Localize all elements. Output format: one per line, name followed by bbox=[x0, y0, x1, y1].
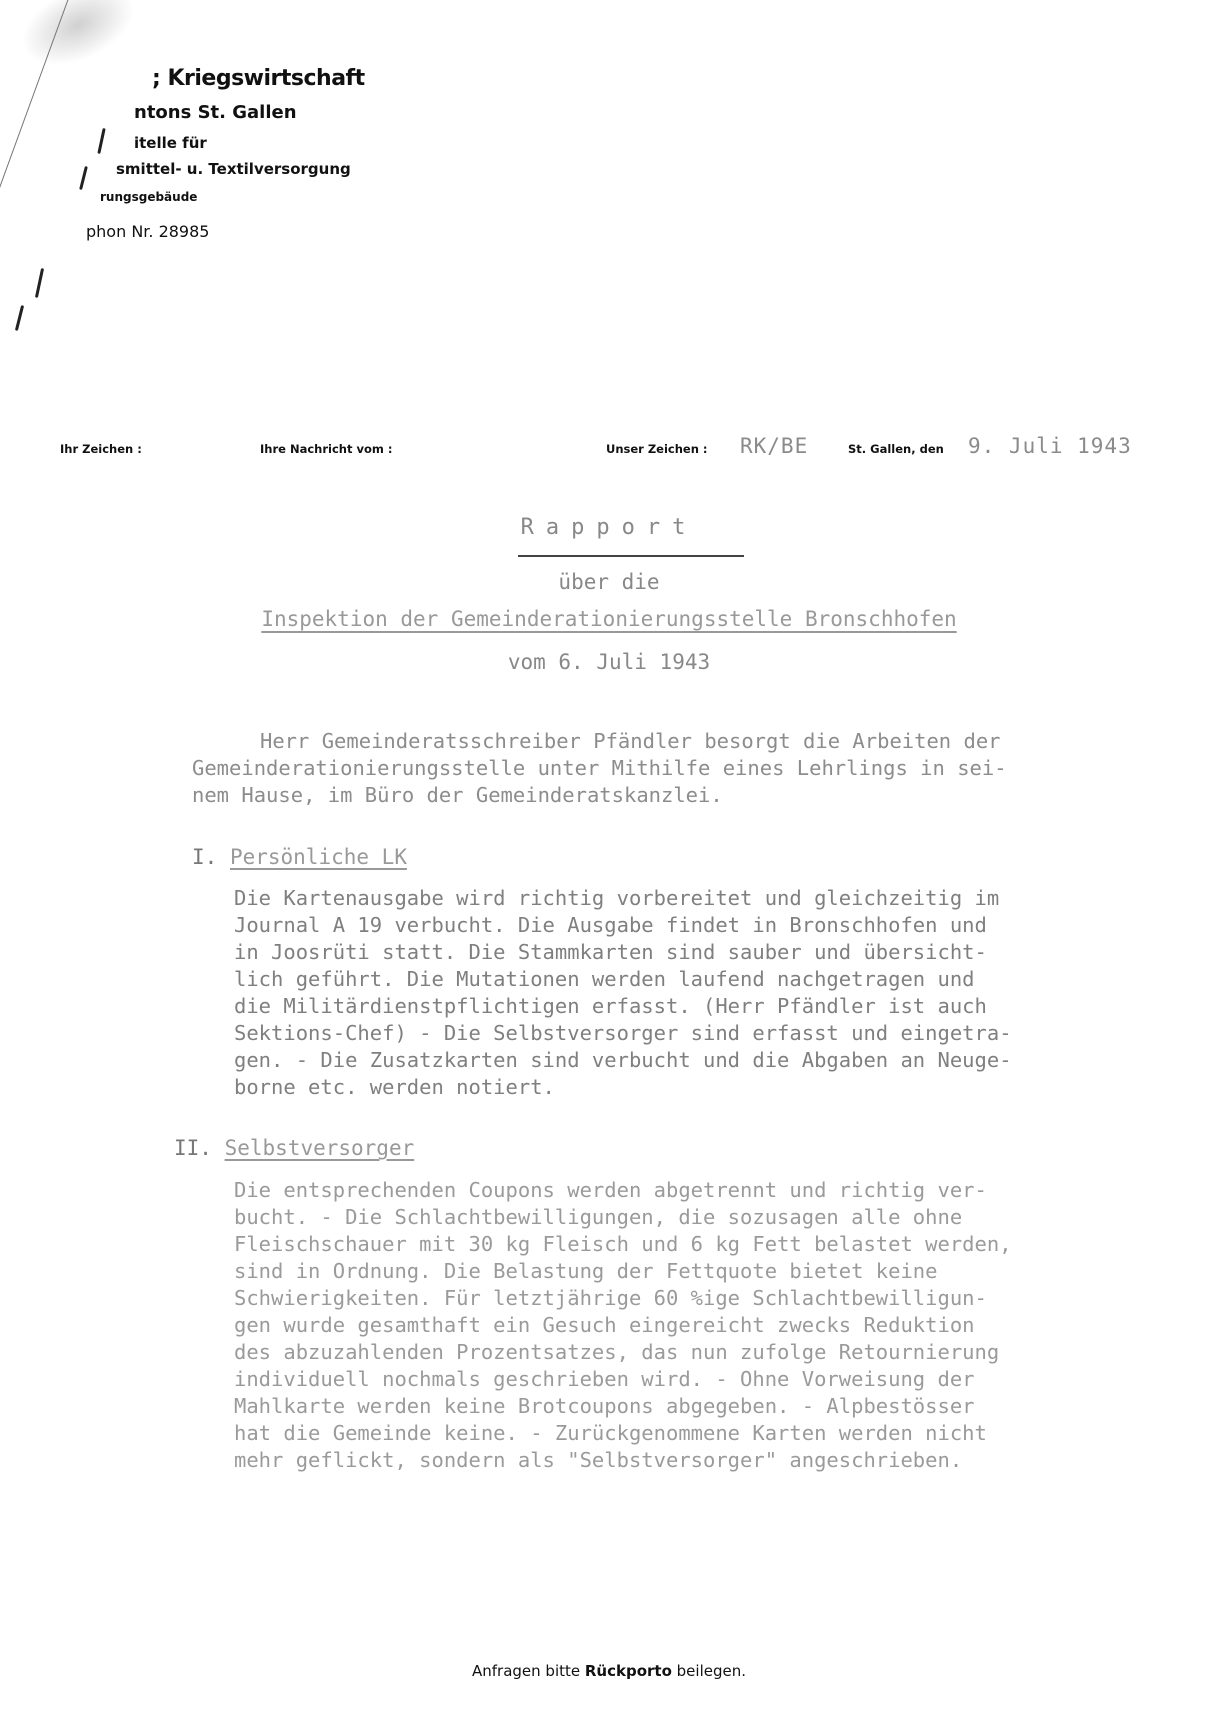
text-line: gen. - Die Zusatzkarten sind verbucht und die Abgaben an Neuge- bbox=[234, 1048, 1012, 1072]
footer-note bbox=[0, 1662, 1218, 1680]
unser-zeichen-label: Unser Zeichen : bbox=[606, 442, 708, 456]
text-line: borne etc. werden notiert. bbox=[234, 1075, 555, 1099]
letterhead-line-1: ; Kriegswirtschaft bbox=[152, 66, 365, 91]
letterhead-line-2: ntons St. Gallen bbox=[134, 102, 297, 123]
section-title: Persönliche LK bbox=[229, 845, 407, 869]
text-line: hat die Gemeinde keine. - Zurückgenommene Karten werden nicht bbox=[234, 1421, 987, 1445]
letterhead-phone: phon Nr. 28985 bbox=[86, 222, 210, 241]
text-line: in Joosrüti statt. Die Stammkarten sind sauber und übersicht- bbox=[234, 940, 987, 964]
text-line: mehr geflickt, sondern als "Selbstversorger" angeschrieben. bbox=[234, 1448, 963, 1472]
section-1-body bbox=[234, 885, 1174, 1101]
letterhead-line-4: smittel- u. Textilversorgung bbox=[116, 160, 351, 178]
punch-mark bbox=[35, 268, 44, 298]
ihre-nachricht-label: Ihre Nachricht vom : bbox=[260, 442, 393, 456]
place-date-label: St. Gallen, den bbox=[848, 442, 944, 456]
text-line: gen wurde gesamthaft ein Gesuch eingereicht zwecks Reduktion bbox=[234, 1313, 975, 1337]
report-date: vom 6. Juli 1943 bbox=[507, 650, 711, 674]
section-number: I. bbox=[192, 845, 218, 869]
letter-date: 9. Juli 1943 bbox=[968, 434, 1132, 458]
punch-mark bbox=[97, 128, 105, 154]
text-line: die Militärdienstpflichtigen erfasst. (Herr Pfändler ist auch bbox=[234, 994, 987, 1018]
letterhead-line-5: rungsgebäude bbox=[100, 190, 198, 204]
footer-bold: Rückporto bbox=[584, 1662, 672, 1680]
text-line: Gemeinderationierungsstelle unter Mithilfe eines Lehrlings in sei- bbox=[192, 756, 1007, 780]
punch-mark bbox=[79, 166, 88, 190]
text-line: individuell nochmals geschrieben wird. - Ohne Vorweisung der bbox=[234, 1367, 975, 1391]
text-line: des abzuzahlenden Prozentsatzes, das nun zufolge Retournierung bbox=[234, 1340, 1000, 1364]
letterhead-line-3: itelle für bbox=[134, 134, 207, 152]
unser-zeichen-value: RK/BE bbox=[740, 434, 809, 458]
text-line: Mahlkarte werden keine Brotcoupons abgegeben. - Alpbestösser bbox=[234, 1394, 975, 1418]
text-line: nem Hause, im Büro der Gemeinderatskanzlei. bbox=[192, 783, 723, 807]
text-line: Schwierigkeiten. Für letztjährige 60 %ige Schlachtbewilligun- bbox=[234, 1286, 987, 1310]
punch-mark bbox=[15, 305, 24, 331]
footer-pre: Anfragen bitte bbox=[471, 1662, 585, 1680]
ihr-zeichen-label: Ihr Zeichen : bbox=[60, 442, 142, 456]
scan-shadow bbox=[9, 0, 147, 82]
section-title: Selbstversorger bbox=[224, 1136, 415, 1160]
text-line: sind in Ordnung. Die Belastung der Fettquote bietet keine bbox=[234, 1259, 938, 1283]
section-2-heading bbox=[174, 1136, 414, 1160]
report-title: Rapport bbox=[520, 515, 698, 540]
text-line: Herr Gemeinderatsschreiber Pfändler besorgt die Arbeiten der bbox=[260, 729, 1001, 753]
section-number: II. bbox=[174, 1136, 212, 1160]
text-line: Journal A 19 verbucht. Die Ausgabe findet in Bronschhofen und bbox=[234, 913, 987, 937]
title-underline bbox=[518, 555, 744, 557]
text-line: Sektions-Chef) - Die Selbstversorger sind erfasst und eingetra- bbox=[234, 1021, 1012, 1045]
text-line: Die entsprechenden Coupons werden abgetrennt und richtig ver- bbox=[234, 1178, 987, 1202]
report-subtitle: über die bbox=[558, 570, 660, 594]
text-line: lich geführt. Die Mutationen werden laufend nachgetragen und bbox=[234, 967, 975, 991]
report-subject bbox=[0, 607, 1218, 631]
section-2-body bbox=[234, 1177, 1174, 1474]
footer-post: beilegen. bbox=[671, 1662, 746, 1680]
text-line: bucht. - Die Schlachtbewilligungen, die sozusagen alle ohne bbox=[234, 1205, 963, 1229]
report-subject-text: Inspektion der Gemeinderationierungsstelle Bronschhofen bbox=[261, 607, 957, 631]
section-1-heading bbox=[192, 845, 407, 869]
text-line: Die Kartenausgabe wird richtig vorbereitet und gleichzeitig im bbox=[234, 886, 1000, 910]
text-line: Fleischschauer mit 30 kg Fleisch und 6 kg Fett belastet werden, bbox=[234, 1232, 1012, 1256]
intro-paragraph bbox=[192, 728, 1182, 809]
